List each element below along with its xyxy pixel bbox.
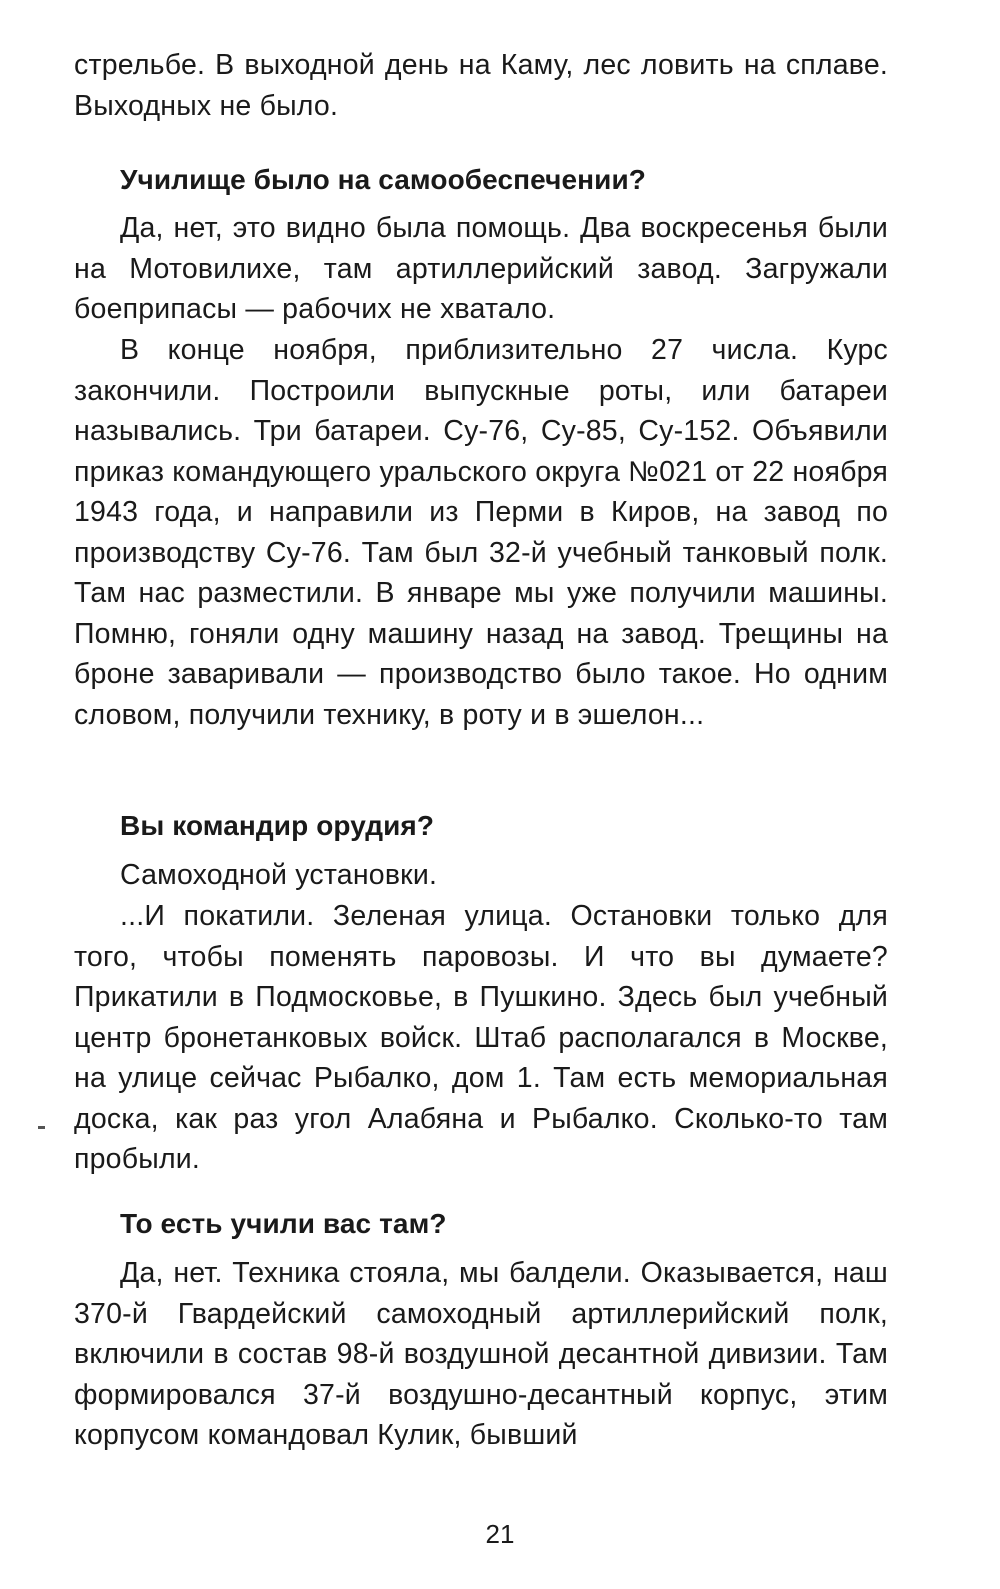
answer-paragraph: [74, 208, 888, 330]
page-number: 21: [485, 1519, 515, 1549]
answer-paragraph: [74, 330, 888, 735]
paragraph-text: ...И покатили. Зеленая улица. Остановки только для того, чтобы поменять паровозы. И что вы думаете? Прикатили в Подмосковье, в Пушкино. Здесь был учебный центр бронетанковых войск. Штаб располагался в Москве, на улице сейчас Рыбалко, дом 1. Там есть мемориальная доска, как раз угол Алабяна и Рыбалко. Сколько-то там пробыли.: [74, 900, 888, 1175]
question-heading: Вы командир орудия?: [120, 810, 435, 841]
paragraph-continuation: [74, 45, 888, 126]
paragraph-text: Да, нет, это видно была помощь. Два воскресенья были на Мотовилихе, там артиллерийский завод. Загружали боеприпасы — рабочих не хватало.: [74, 212, 888, 325]
paragraph-text: Да, нет. Техника стояла, мы балдели. Оказывается, наш 370-й Гвардейский самоходный артиллерийский полк, включили в состав 98-й воздушной десантной дивизии. Там формировался 37-й воздушно-десантный корпус, этим корпусом командовал Кулик, бывший: [74, 1257, 888, 1451]
answer-paragraph: [74, 896, 888, 1180]
margin-mark: [38, 1126, 45, 1129]
paragraph-text: стрельбе. В выходной день на Каму, лес ловить на сплаве. Выходных не было.: [74, 49, 888, 122]
answer-paragraph: [74, 855, 888, 896]
paragraph-text: В конце ноября, приблизительно 27 числа. Курс закончили. Построили выпускные роты, или батареи назывались. Три батареи. Су-76, Су-85, Су-152. Объявили приказ командующего уральского округа №021 от 22 ноября 1943 года, и направили из Перми в Киров, на завод по производству Су-76. Там был 32-й учебный танковый полк. Там нас разместили. В январе мы уже получили машины. Помню, гоняли одну машину назад на завод. Трещины на броне заваривали — производство было такое. Но одним словом, получили технику, в роту и в эшелон...: [74, 334, 888, 731]
paragraph-text: Самоходной установки.: [120, 859, 438, 891]
question-heading: Училище было на самообеспечении?: [120, 164, 646, 195]
question-heading: То есть учили вас там?: [120, 1208, 447, 1239]
answer-paragraph: [74, 1253, 888, 1456]
